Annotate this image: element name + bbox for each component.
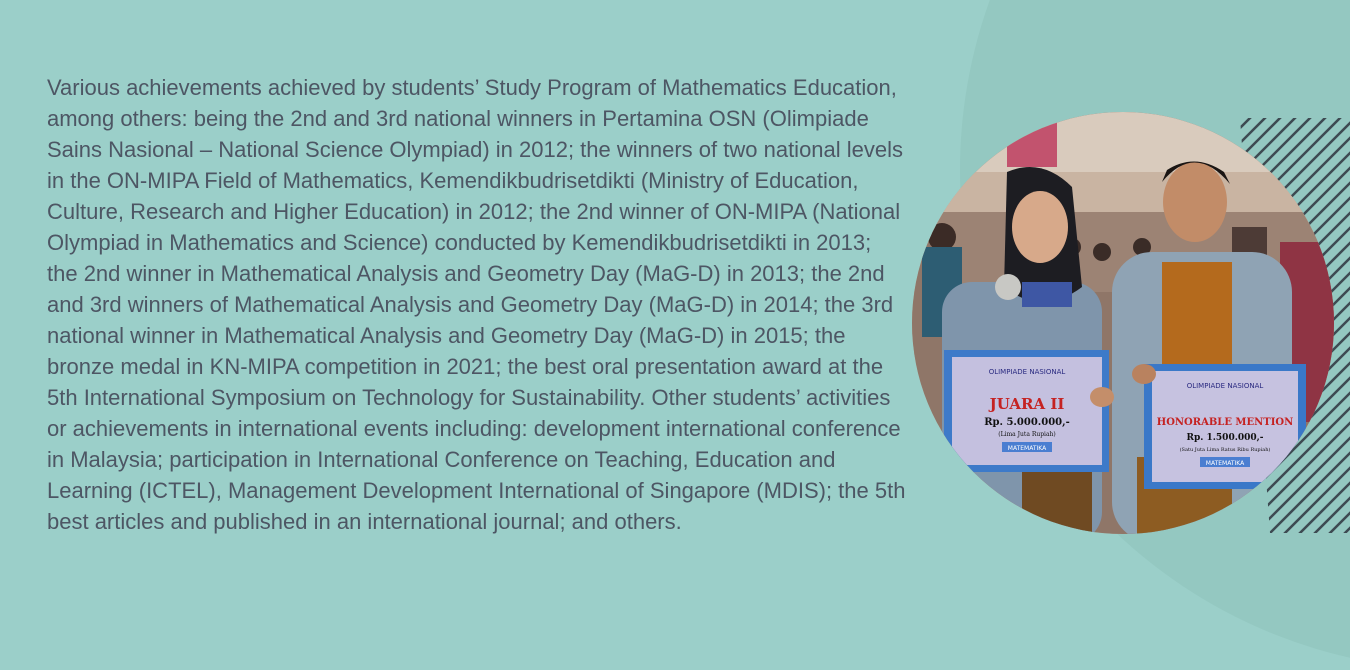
- left-board-award: JUARA II: [989, 395, 1065, 413]
- left-board-heading: OLIMPIADE NASIONAL: [988, 368, 1066, 376]
- left-board-field: MATEMATIKA: [1007, 445, 1047, 452]
- right-board-words: (Satu Juta Lima Ratus Ribu Rupiah): [1179, 447, 1271, 453]
- right-board-amount: Rp. 1.500.000,-: [1186, 433, 1264, 443]
- right-board-heading: OLIMPIADE NASIONAL: [1186, 382, 1264, 390]
- right-board-field: MATEMATIKA: [1205, 460, 1245, 467]
- left-board-words: (Lima Juta Rupiah): [998, 431, 1056, 438]
- achievements-paragraph: Various achievements achieved by students’ Study Program of Mathematics Education, among others: being the 2nd and 3rd national winners in Pertamina OSN (Olimpiade Sains Nasional – National Science Olympiad) in 2012; the winners of two national levels in the ON-MIPA Field of Mathematics, Kemendikbudrisetdikti (Ministry of Education, Culture, Research and Higher Education) in 2012; the 2nd winner of ON-MIPA (National Olympiad in Mathematics and Science) conducted by Kemendikbudrisetdikti in 2013; the 2nd winner in Mathematical Analysis and Geometry Day (MaG-D) in 2013; the 2nd and 3rd winners of Mathematical Analysis and Geometry Day (MaG-D) in 2014; the 3rd national winner in Mathematical Analysis and Geometry Day (MaG-D) in 2015; the bronze medal in KN-MIPA competition in 2021; the best oral presentation award at the 5th International Symposium on Technology for Sustainability. Other students’ activities or achievements in international events including: development international conference in Malaysia; participation in International Conference on Teaching, Education and Learning (ICTEL), Management Development International of Singapore (MDIS); the 5th best articles and published in an international journal; and others.: [47, 75, 906, 534]
- left-board-amount: Rp. 5.000.000,-: [984, 417, 1070, 428]
- award-board-left: [944, 350, 1109, 472]
- right-board-award: HONORABLE MENTION: [1156, 417, 1294, 428]
- award-photo: [912, 112, 1334, 534]
